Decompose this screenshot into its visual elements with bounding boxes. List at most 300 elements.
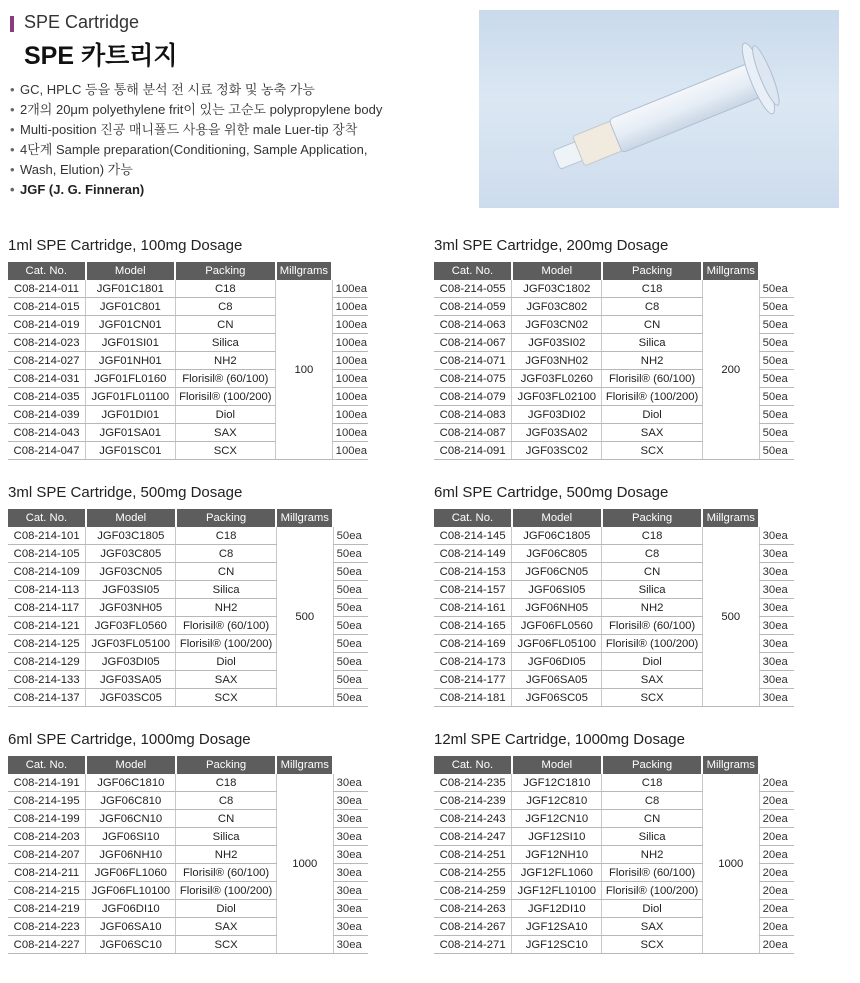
header-millgrams: Millgrams — [702, 509, 759, 527]
quantity-cell: 50ea — [759, 424, 794, 442]
cat-no-cell: C08-214-173 — [434, 653, 512, 671]
model-cell: JGF03NH02 — [512, 352, 602, 370]
header-spacer — [759, 756, 794, 774]
packing-cell: C8 — [175, 298, 275, 316]
product-section — [8, 237, 368, 460]
quantity-cell: 20ea — [759, 882, 794, 900]
model-cell: JGF12NH10 — [512, 846, 602, 864]
quantity-cell: 30ea — [759, 671, 794, 689]
cat-no-cell: C08-214-165 — [434, 617, 512, 635]
quantity-cell: 30ea — [333, 936, 368, 954]
section-title: 1ml SPE Cartridge, 100mg Dosage — [8, 237, 243, 254]
header-millgrams: Millgrams — [276, 509, 333, 527]
cat-no-cell: C08-214-015 — [8, 298, 86, 316]
quantity-cell: 100ea — [332, 406, 368, 424]
packing-cell: Diol — [175, 406, 275, 424]
quantity-cell: 30ea — [333, 900, 368, 918]
header-cat-no: Cat. No. — [8, 509, 86, 527]
page-title-korean: SPE 카트리지 — [24, 42, 178, 70]
cat-no-cell: C08-214-125 — [8, 635, 86, 653]
product-table — [8, 756, 368, 954]
model-cell: JGF03SC05 — [86, 689, 176, 707]
quantity-cell: 100ea — [332, 442, 368, 460]
model-cell: JGF03FL0560 — [86, 617, 176, 635]
model-cell: JGF12FL1060 — [512, 864, 602, 882]
quantity-cell: 20ea — [759, 846, 794, 864]
quantity-cell: 20ea — [759, 774, 794, 792]
quantity-cell: 30ea — [759, 545, 794, 563]
header-packing: Packing — [175, 262, 275, 280]
model-cell: JGF03C805 — [86, 545, 176, 563]
quantity-cell: 50ea — [759, 280, 794, 298]
section-title: 3ml SPE Cartridge, 200mg Dosage — [434, 237, 669, 254]
header-model: Model — [86, 756, 176, 774]
packing-cell: Florisil® (100/200) — [602, 388, 703, 406]
model-cell: JGF06FL10100 — [86, 882, 176, 900]
packing-cell: SCX — [175, 442, 275, 460]
cat-no-cell: C08-214-169 — [434, 635, 512, 653]
model-cell: JGF12C1810 — [512, 774, 602, 792]
quantity-cell: 50ea — [333, 545, 368, 563]
packing-cell: Silica — [602, 581, 703, 599]
millgrams-cell: 200 — [702, 280, 759, 460]
millgrams-cell: 500 — [702, 527, 759, 707]
model-cell: JGF06SI10 — [86, 828, 176, 846]
table-header-row — [8, 509, 368, 527]
quantity-cell: 50ea — [333, 653, 368, 671]
model-cell: JGF06FL05100 — [512, 635, 602, 653]
cat-no-cell: C08-214-027 — [8, 352, 86, 370]
cat-no-cell: C08-214-251 — [434, 846, 512, 864]
millgrams-cell: 100 — [276, 280, 333, 460]
cat-no-cell: C08-214-195 — [8, 792, 86, 810]
quantity-cell: 20ea — [759, 936, 794, 954]
quantity-cell: 50ea — [759, 334, 794, 352]
packing-cell: SCX — [602, 936, 703, 954]
quantity-cell: 30ea — [759, 599, 794, 617]
cat-no-cell: C08-214-039 — [8, 406, 86, 424]
table-row — [8, 527, 368, 545]
packing-cell: SAX — [602, 671, 703, 689]
product-section — [8, 731, 368, 954]
quantity-cell: 30ea — [333, 810, 368, 828]
quantity-cell: 30ea — [333, 846, 368, 864]
packing-cell: Florisil® (60/100) — [602, 370, 703, 388]
packing-cell: SCX — [176, 936, 277, 954]
cat-no-cell: C08-214-083 — [434, 406, 512, 424]
model-cell: JGF01FL01100 — [86, 388, 176, 406]
page-title-english: SPE Cartridge — [24, 12, 140, 32]
cat-no-cell: C08-214-243 — [434, 810, 512, 828]
product-table — [434, 262, 794, 460]
cat-no-cell: C08-214-031 — [8, 370, 86, 388]
header-millgrams: Millgrams — [702, 756, 759, 774]
cartridge-illustration — [479, 10, 839, 208]
packing-cell: CN — [602, 563, 703, 581]
packing-cell: SAX — [176, 671, 277, 689]
title-accent-bar — [10, 16, 14, 32]
packing-cell: C18 — [602, 774, 703, 792]
quantity-cell: 30ea — [333, 882, 368, 900]
model-cell: JGF12SA10 — [512, 918, 602, 936]
quantity-cell: 100ea — [332, 298, 368, 316]
model-cell: JGF03C1805 — [86, 527, 176, 545]
cat-no-cell: C08-214-263 — [434, 900, 512, 918]
packing-cell: C18 — [176, 774, 277, 792]
header-model: Model — [512, 262, 602, 280]
model-cell: JGF06CN10 — [86, 810, 176, 828]
cat-no-cell: C08-214-145 — [434, 527, 512, 545]
header-model: Model — [512, 509, 602, 527]
model-cell: JGF06SC10 — [86, 936, 176, 954]
model-cell: JGF06FL0560 — [512, 617, 602, 635]
model-cell: JGF03SI05 — [86, 581, 176, 599]
cat-no-cell: C08-214-071 — [434, 352, 512, 370]
table-header-row — [434, 262, 794, 280]
table-header-row — [8, 262, 368, 280]
table-header-row — [434, 509, 794, 527]
cat-no-cell: C08-214-011 — [8, 280, 86, 298]
cat-no-cell: C08-214-199 — [8, 810, 86, 828]
packing-cell: Silica — [602, 828, 703, 846]
cat-no-cell: C08-214-153 — [434, 563, 512, 581]
cat-no-cell: C08-214-149 — [434, 545, 512, 563]
table-row — [434, 774, 794, 792]
model-cell: JGF03DI02 — [512, 406, 602, 424]
quantity-cell: 20ea — [759, 792, 794, 810]
cat-no-cell: C08-214-109 — [8, 563, 86, 581]
quantity-cell: 50ea — [333, 689, 368, 707]
packing-cell: Diol — [176, 900, 277, 918]
packing-cell: C8 — [176, 545, 277, 563]
model-cell: JGF03FL02100 — [512, 388, 602, 406]
quantity-cell: 30ea — [759, 635, 794, 653]
product-section — [434, 731, 794, 954]
quantity-cell: 50ea — [759, 406, 794, 424]
packing-cell: C18 — [602, 280, 703, 298]
model-cell: JGF06SA05 — [512, 671, 602, 689]
cat-no-cell: C08-214-063 — [434, 316, 512, 334]
packing-cell: SCX — [602, 689, 703, 707]
feature-item-jgf: • JGF (J. G. Finneran) — [8, 180, 403, 200]
cat-no-cell: C08-214-105 — [8, 545, 86, 563]
model-cell: JGF03FL0260 — [512, 370, 602, 388]
cat-no-cell: C08-214-267 — [434, 918, 512, 936]
quantity-cell: 20ea — [759, 900, 794, 918]
quantity-cell: 20ea — [759, 864, 794, 882]
feature-item: • 4단계 Sample preparation(Conditioning, Sample Application, — [8, 140, 403, 160]
cat-no-cell: C08-214-177 — [434, 671, 512, 689]
product-section — [8, 484, 368, 707]
model-cell: JGF06SC05 — [512, 689, 602, 707]
cat-no-cell: C08-214-133 — [8, 671, 86, 689]
packing-cell: Diol — [602, 900, 703, 918]
cat-no-cell: C08-214-035 — [8, 388, 86, 406]
model-cell: JGF01CN01 — [86, 316, 176, 334]
section-title: 6ml SPE Cartridge, 1000mg Dosage — [8, 731, 251, 748]
packing-cell: Florisil® (100/200) — [176, 882, 277, 900]
packing-cell: C8 — [602, 298, 703, 316]
product-table — [434, 509, 794, 707]
packing-cell: C18 — [602, 527, 703, 545]
cat-no-cell: C08-214-067 — [434, 334, 512, 352]
table-header-row — [8, 756, 368, 774]
quantity-cell: 30ea — [759, 617, 794, 635]
packing-cell: SCX — [176, 689, 277, 707]
packing-cell: SAX — [602, 918, 703, 936]
packing-cell: SCX — [602, 442, 703, 460]
product-table — [8, 509, 368, 707]
model-cell: JGF03DI05 — [86, 653, 176, 671]
packing-cell: Diol — [176, 653, 277, 671]
model-cell: JGF06NH05 — [512, 599, 602, 617]
packing-cell: Florisil® (60/100) — [176, 617, 277, 635]
cat-no-cell: C08-214-211 — [8, 864, 86, 882]
quantity-cell: 20ea — [759, 918, 794, 936]
model-cell: JGF03SA02 — [512, 424, 602, 442]
packing-cell: Florisil® (100/200) — [175, 388, 275, 406]
feature-item: • GC, HPLC 등을 통해 분석 전 시료 정화 및 농축 가능 — [8, 80, 403, 100]
cat-no-cell: C08-214-247 — [434, 828, 512, 846]
packing-cell: C8 — [602, 792, 703, 810]
quantity-cell: 50ea — [333, 599, 368, 617]
model-cell: JGF12SC10 — [512, 936, 602, 954]
cat-no-cell: C08-214-259 — [434, 882, 512, 900]
model-cell: JGF12FL10100 — [512, 882, 602, 900]
packing-cell: Florisil® (60/100) — [175, 370, 275, 388]
cat-no-cell: C08-214-019 — [8, 316, 86, 334]
packing-cell: CN — [176, 810, 277, 828]
quantity-cell: 50ea — [759, 298, 794, 316]
header-packing: Packing — [602, 756, 703, 774]
packing-cell: NH2 — [175, 352, 275, 370]
cat-no-cell: C08-214-191 — [8, 774, 86, 792]
model-cell: JGF01FL0160 — [86, 370, 176, 388]
model-cell: JGF03C802 — [512, 298, 602, 316]
model-cell: JGF06NH10 — [86, 846, 176, 864]
quantity-cell: 30ea — [333, 864, 368, 882]
model-cell: JGF03SA05 — [86, 671, 176, 689]
cat-no-cell: C08-214-157 — [434, 581, 512, 599]
packing-cell: NH2 — [176, 846, 277, 864]
model-cell: JGF03CN05 — [86, 563, 176, 581]
table-header-row — [434, 756, 794, 774]
quantity-cell: 100ea — [332, 424, 368, 442]
quantity-cell: 50ea — [333, 617, 368, 635]
packing-cell: Silica — [602, 334, 703, 352]
millgrams-cell: 500 — [276, 527, 333, 707]
cat-no-cell: C08-214-223 — [8, 918, 86, 936]
quantity-cell: 30ea — [759, 581, 794, 599]
header-millgrams: Millgrams — [276, 262, 333, 280]
packing-cell: Florisil® (60/100) — [176, 864, 277, 882]
quantity-cell: 50ea — [333, 671, 368, 689]
header-cat-no: Cat. No. — [434, 262, 512, 280]
model-cell: JGF06C1810 — [86, 774, 176, 792]
quantity-cell: 30ea — [759, 563, 794, 581]
model-cell: JGF06CN05 — [512, 563, 602, 581]
section-title: 3ml SPE Cartridge, 500mg Dosage — [8, 484, 243, 501]
header-spacer — [333, 756, 368, 774]
product-table — [434, 756, 794, 954]
quantity-cell: 100ea — [332, 370, 368, 388]
quantity-cell: 20ea — [759, 810, 794, 828]
cat-no-cell: C08-214-235 — [434, 774, 512, 792]
header-spacer — [759, 509, 794, 527]
quantity-cell: 50ea — [333, 563, 368, 581]
model-cell: JGF01SI01 — [86, 334, 176, 352]
cat-no-cell: C08-214-113 — [8, 581, 86, 599]
model-cell: JGF03SI02 — [512, 334, 602, 352]
quantity-cell: 50ea — [333, 527, 368, 545]
table-row — [8, 280, 368, 298]
model-cell: JGF06SA10 — [86, 918, 176, 936]
cat-no-cell: C08-214-207 — [8, 846, 86, 864]
packing-cell: Florisil® (100/200) — [602, 882, 703, 900]
cat-no-cell: C08-214-059 — [434, 298, 512, 316]
table-row — [434, 527, 794, 545]
quantity-cell: 30ea — [333, 774, 368, 792]
header-cat-no: Cat. No. — [434, 509, 512, 527]
model-cell: JGF03NH05 — [86, 599, 176, 617]
quantity-cell: 50ea — [759, 388, 794, 406]
header-packing: Packing — [176, 509, 277, 527]
quantity-cell: 30ea — [333, 918, 368, 936]
model-cell: JGF12CN10 — [512, 810, 602, 828]
packing-cell: Florisil® (100/200) — [602, 635, 703, 653]
model-cell: JGF01SC01 — [86, 442, 176, 460]
quantity-cell: 50ea — [759, 316, 794, 334]
packing-cell: Silica — [176, 828, 277, 846]
header-cat-no: Cat. No. — [8, 262, 86, 280]
packing-cell: CN — [175, 316, 275, 334]
header-model: Model — [512, 756, 602, 774]
cat-no-cell: C08-214-043 — [8, 424, 86, 442]
cat-no-cell: C08-214-117 — [8, 599, 86, 617]
cat-no-cell: C08-214-161 — [434, 599, 512, 617]
cat-no-cell: C08-214-023 — [8, 334, 86, 352]
model-cell: JGF06FL1060 — [86, 864, 176, 882]
product-section — [434, 484, 794, 707]
cat-no-cell: C08-214-121 — [8, 617, 86, 635]
quantity-cell: 30ea — [759, 527, 794, 545]
packing-cell: CN — [176, 563, 277, 581]
packing-cell: SAX — [175, 424, 275, 442]
quantity-cell: 30ea — [759, 653, 794, 671]
model-cell: JGF12C810 — [512, 792, 602, 810]
packing-cell: NH2 — [602, 352, 703, 370]
model-cell: JGF06SI05 — [512, 581, 602, 599]
feature-item: • Multi-position 진공 매니폴드 사용을 위한 male Luer-tip 장착 — [8, 120, 403, 140]
model-cell: JGF01NH01 — [86, 352, 176, 370]
quantity-cell: 50ea — [759, 370, 794, 388]
model-cell: JGF12DI10 — [512, 900, 602, 918]
quantity-cell: 100ea — [332, 388, 368, 406]
model-cell: JGF03CN02 — [512, 316, 602, 334]
quantity-cell: 30ea — [759, 689, 794, 707]
millgrams-cell: 1000 — [276, 774, 333, 954]
quantity-cell: 30ea — [333, 792, 368, 810]
cat-no-cell: C08-214-101 — [8, 527, 86, 545]
model-cell: JGF06C1805 — [512, 527, 602, 545]
model-cell: JGF03SC02 — [512, 442, 602, 460]
model-cell: JGF06C805 — [512, 545, 602, 563]
table-row — [434, 280, 794, 298]
header-packing: Packing — [602, 509, 703, 527]
packing-cell: Florisil® (100/200) — [176, 635, 277, 653]
cat-no-cell: C08-214-087 — [434, 424, 512, 442]
cat-no-cell: C08-214-215 — [8, 882, 86, 900]
packing-cell: NH2 — [602, 846, 703, 864]
header-cat-no: Cat. No. — [434, 756, 512, 774]
header-millgrams: Millgrams — [702, 262, 759, 280]
model-cell: JGF06C810 — [86, 792, 176, 810]
quantity-cell: 50ea — [333, 581, 368, 599]
feature-item: • 2개의 20μm polyethylene frit이 있는 고순도 polypropylene body — [8, 100, 403, 120]
header-packing: Packing — [602, 262, 703, 280]
packing-cell: SAX — [176, 918, 277, 936]
table-row — [8, 774, 368, 792]
cat-no-cell: C08-214-079 — [434, 388, 512, 406]
cat-no-cell: C08-214-271 — [434, 936, 512, 954]
model-cell: JGF06DI05 — [512, 653, 602, 671]
section-title: 12ml SPE Cartridge, 1000mg Dosage — [434, 731, 685, 748]
cat-no-cell: C08-214-137 — [8, 689, 86, 707]
packing-cell: C18 — [175, 280, 275, 298]
model-cell: JGF03FL05100 — [86, 635, 176, 653]
packing-cell: Silica — [175, 334, 275, 352]
header-packing: Packing — [176, 756, 277, 774]
header-spacer — [759, 262, 794, 280]
quantity-cell: 20ea — [759, 828, 794, 846]
packing-cell: Florisil® (60/100) — [602, 617, 703, 635]
header-spacer — [333, 509, 368, 527]
model-cell: JGF01C801 — [86, 298, 176, 316]
packing-cell: C18 — [176, 527, 277, 545]
model-cell: JGF01C1801 — [86, 280, 176, 298]
packing-cell: SAX — [602, 424, 703, 442]
packing-cell: NH2 — [176, 599, 277, 617]
product-table — [8, 262, 368, 460]
cat-no-cell: C08-214-203 — [8, 828, 86, 846]
cat-no-cell: C08-214-227 — [8, 936, 86, 954]
quantity-cell: 50ea — [759, 442, 794, 460]
cat-no-cell: C08-214-075 — [434, 370, 512, 388]
cat-no-cell: C08-214-239 — [434, 792, 512, 810]
cat-no-cell: C08-214-181 — [434, 689, 512, 707]
header-cat-no: Cat. No. — [8, 756, 86, 774]
cat-no-cell: C08-214-219 — [8, 900, 86, 918]
cat-no-cell: C08-214-055 — [434, 280, 512, 298]
millgrams-cell: 1000 — [702, 774, 759, 954]
packing-cell: Diol — [602, 406, 703, 424]
quantity-cell: 100ea — [332, 334, 368, 352]
cartridge-photo — [479, 10, 839, 208]
quantity-cell: 100ea — [332, 352, 368, 370]
quantity-cell: 50ea — [759, 352, 794, 370]
cat-no-cell: C08-214-129 — [8, 653, 86, 671]
feature-item-continuation: • Wash, Elution) 가능 — [8, 160, 403, 180]
model-cell: JGF01DI01 — [86, 406, 176, 424]
packing-cell: C8 — [602, 545, 703, 563]
packing-cell: C8 — [176, 792, 277, 810]
packing-cell: Diol — [602, 653, 703, 671]
model-cell: JGF01SA01 — [86, 424, 176, 442]
cat-no-cell: C08-214-091 — [434, 442, 512, 460]
quantity-cell: 30ea — [333, 828, 368, 846]
packing-cell: CN — [602, 316, 703, 334]
product-section — [434, 237, 794, 460]
